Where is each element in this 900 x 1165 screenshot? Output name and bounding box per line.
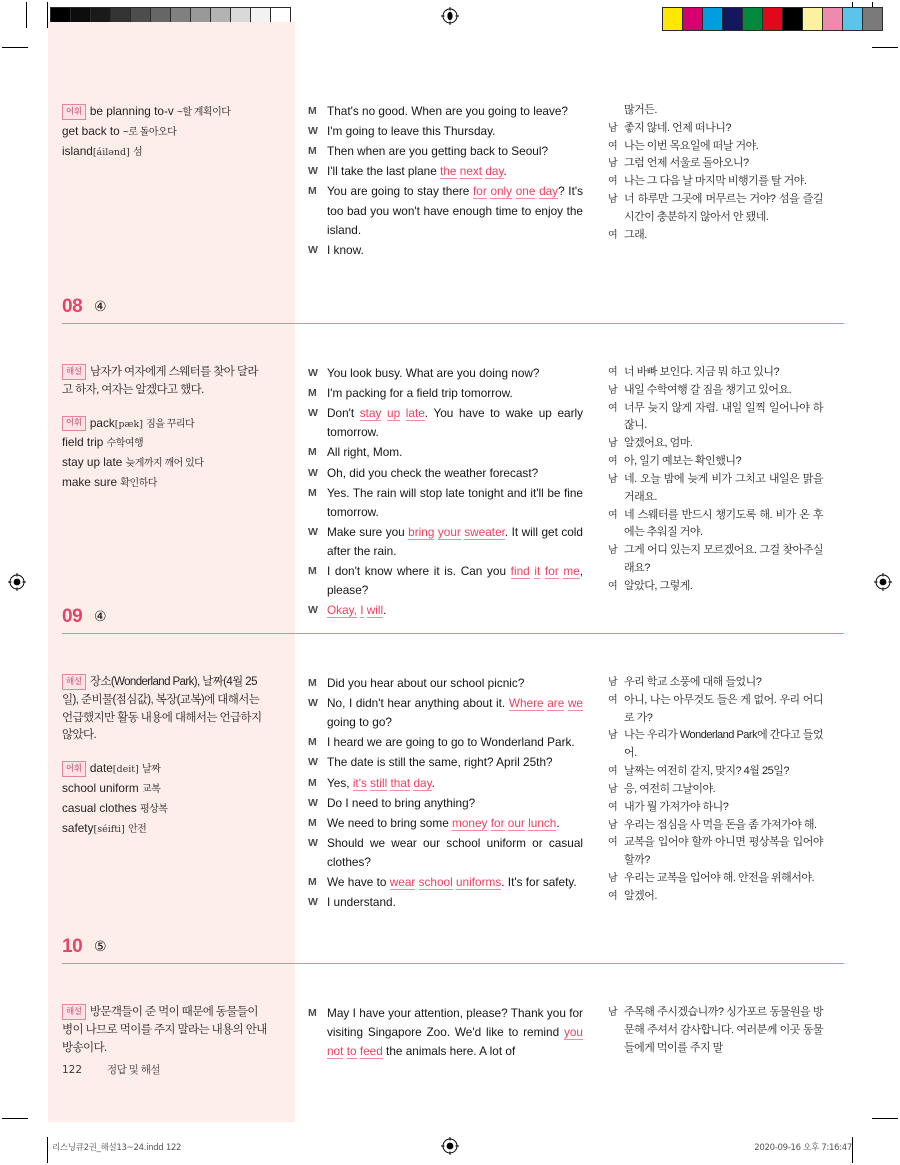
vocabulary-pronunciation: [deit] — [112, 764, 139, 776]
speaker-label: W — [308, 796, 318, 809]
vocabulary-meaning: 수학여행 — [106, 438, 144, 450]
speaker-label: W — [308, 896, 318, 909]
translation-line — [608, 763, 823, 781]
answer-section — [48, 102, 852, 261]
utterance-text: No, I didn't hear anything about it. Where are we going to go? — [327, 696, 583, 730]
color-swatch — [863, 8, 882, 30]
highlighted-answer-phrase: the next day — [440, 164, 504, 179]
translation-text: 너 바빠 보인다. 지금 뭐 하고 있니? — [624, 366, 780, 378]
section-divider-rule — [62, 963, 844, 964]
translation-line — [608, 692, 823, 728]
dialogue-line — [308, 753, 583, 772]
dialogue-line — [308, 733, 583, 752]
explanation-tag: 해설 — [62, 364, 86, 380]
translation-speaker-label: 남 — [608, 438, 618, 450]
utterance-text: I understand. — [327, 895, 396, 910]
translation-speaker-label: 여 — [608, 367, 618, 378]
page-number: 122 — [62, 1064, 83, 1076]
translation-text: 우리는 교복을 입어야 해. 안전을 위해서야. — [624, 871, 815, 884]
translation-speaker-label: 여 — [608, 766, 618, 778]
vocabulary-block — [62, 759, 267, 838]
dialogue-line — [308, 464, 583, 483]
vocabulary-meaning: 섬 — [133, 146, 143, 158]
translation-line — [608, 888, 823, 906]
translation-line — [608, 870, 823, 888]
crop-mark-bottom-right-h — [872, 1118, 898, 1119]
translation-line — [608, 364, 823, 382]
speaker-label: W — [308, 407, 318, 420]
dialogue-line — [308, 774, 583, 793]
vocabulary-pronunciation: [séifti] — [93, 823, 125, 835]
utterance-text: You look busy. What are you doing now? — [327, 366, 540, 380]
translation-line — [608, 781, 823, 799]
translation-text: 우리 학교 소풍에 대해 들었니? — [624, 676, 762, 688]
translation-line — [608, 453, 823, 471]
korean-translation-column — [608, 1004, 823, 1057]
crop-mark-bottom-right-v — [852, 1137, 853, 1163]
vocabulary-pronunciation: [pæk] — [114, 418, 143, 430]
vocabulary-term: pack — [89, 415, 115, 430]
dialogue-line — [308, 562, 583, 600]
answer-section — [48, 606, 852, 910]
translation-text: 좋지 않네. 언제 떠나니? — [624, 121, 731, 134]
vocabulary-pronunciation: [áilənd] — [92, 146, 130, 158]
utterance-text: Yes. The rain will stop late tonight and it'll be fine tomorrow. — [327, 485, 583, 519]
three-column-block — [48, 364, 852, 621]
question-number: 08 — [62, 296, 83, 317]
vocabulary-tag: 어휘 — [62, 416, 86, 432]
translation-text: 네. 오늘 밤에 늦게 비가 그치고 내일은 맑을 거래요. — [624, 472, 823, 503]
translation-text: 우리는 점심을 사 먹을 돈을 좀 가져가야 해. — [624, 818, 817, 831]
translation-text: 아니, 나는 아무것도 들은 게 없어. 우리 어디로 가? — [624, 693, 823, 724]
utterance-text: May I have your attention, please? Thank you for visiting Singapore Zoo. We'd like to remind you not to feed the animals here. A lot of — [327, 1006, 583, 1059]
translation-text: 너 하루만 그곳에 머무르는 거야? 섬을 즐길 시간이 충분하지 않아서 안 됐네. — [624, 193, 823, 223]
speaker-label: W — [308, 466, 318, 479]
translation-speaker-label: 남 — [608, 194, 618, 206]
explanation-tag: 해설 — [62, 674, 86, 690]
dialogue-line — [308, 484, 583, 522]
speaker-label: W — [308, 604, 318, 617]
utterance-text: I know. — [327, 242, 364, 257]
translation-speaker-label: 여 — [608, 890, 618, 902]
speaker-label: M — [308, 145, 317, 158]
translation-speaker-label: 남 — [608, 545, 618, 557]
translation-line — [608, 542, 823, 578]
translation-text: 알겠어요, 엄마. — [624, 437, 693, 450]
highlighted-answer-phrase: it's still that day — [352, 775, 432, 790]
vocabulary-meaning: 평상복 — [139, 803, 168, 815]
translation-line — [608, 435, 823, 453]
speaker-label: W — [308, 125, 318, 138]
utterance-text: Yes, it's still that day. — [327, 775, 435, 790]
translation-line — [608, 138, 823, 156]
dialogue-line — [308, 794, 583, 813]
dialogue-line — [308, 674, 583, 693]
vocabulary-term: casual clothes — [62, 800, 137, 815]
utterance-text: That's no good. When are you going to leave? — [327, 104, 568, 118]
vocabulary-entry — [62, 779, 267, 799]
translation-text: 내가 뭘 가져가야 하니? — [624, 800, 729, 813]
dialogue-line — [308, 814, 583, 833]
crop-mark-top-right-h — [872, 47, 898, 48]
explanation-text: 남자가 여자에게 스웨터를 찾아 달라고 하자, 여자는 알겠다고 했다. — [62, 366, 258, 396]
korean-translation-column — [608, 674, 823, 906]
korean-translation-column — [608, 102, 823, 245]
three-column-block — [48, 674, 852, 913]
utterance-text: The date is still the same, right? April 25th? — [327, 755, 553, 770]
vocabulary-term: make sure — [62, 475, 118, 490]
utterance-text: Then when are you getting back to Seoul? — [327, 144, 549, 159]
utterance-text: I heard we are going to go to Wonderland Park. — [327, 735, 575, 750]
translation-text: 아, 일기 예보는 확인했니? — [624, 455, 742, 468]
translation-speaker-label: 여 — [608, 140, 618, 152]
vocabulary-meaning: 교복 — [141, 784, 161, 796]
highlighted-answer-phrase: wear school uniforms — [389, 875, 502, 890]
utterance-text: All right, Mom. — [327, 445, 403, 460]
translation-line — [608, 155, 823, 173]
translation-speaker-label: 여 — [608, 176, 618, 188]
translation-speaker-label: 여 — [608, 837, 618, 849]
vocabulary-term: island — [62, 143, 93, 158]
vocabulary-entry — [62, 453, 267, 473]
dialogue-line — [308, 241, 583, 260]
translation-speaker-label: 남 — [608, 384, 618, 396]
translation-line — [608, 382, 823, 400]
translation-text: 주목해 주시겠습니까? 싱가포르 동물원을 방문해 주셔서 감사합니다. 여러분께 이곳 동물들에게 먹이를 주지 말 — [624, 1006, 823, 1054]
translation-speaker-label: 남 — [608, 677, 618, 688]
vocabulary-meaning: 날짜 — [141, 764, 161, 776]
question-number: 09 — [62, 606, 83, 627]
translation-speaker-label: 여 — [608, 456, 618, 468]
vocabulary-term: school uniform — [62, 781, 139, 796]
speaker-label: M — [308, 185, 317, 198]
vocabulary-meaning: ~로 돌아오다 — [122, 126, 177, 138]
translation-continuation: 많거든. — [624, 104, 657, 116]
dialogue-line — [308, 122, 583, 141]
translation-speaker-label: 여 — [608, 694, 618, 706]
vocabulary-entry — [62, 759, 267, 779]
explanation-text: 장소(Wonderland Park), 날짜(4월 25일), 준비물(점심값), 복장(교복)에 대해서는 언급했지만 활동 내용에 대해서는 언급하지 않았다. — [62, 676, 262, 742]
print-slug-timestamp: 2020-09-16 오후 7:16:47 — [754, 1143, 852, 1153]
page-footer-title: 정답 및 해설 — [106, 1064, 161, 1076]
vocabulary-tag: 어휘 — [62, 104, 86, 120]
answer-section — [48, 936, 852, 1059]
explanation-block — [62, 674, 267, 745]
translation-line — [608, 727, 823, 763]
utterance-text: Did you hear about our school picnic? — [327, 676, 525, 690]
translation-text: 나는 우리가 Wonderland Park에 간다고 들었어. — [624, 729, 823, 760]
translation-text: 나는 이번 목요일에 떠날 거야. — [624, 139, 759, 152]
section-header — [48, 936, 852, 970]
vocabulary-term: date — [89, 761, 113, 776]
english-script-column — [308, 364, 583, 621]
utterance-text: I'm going to leave this Thursday. — [327, 124, 496, 139]
three-column-block — [48, 102, 852, 261]
vocabulary-term: safety — [62, 820, 94, 835]
translation-line — [608, 817, 823, 835]
section-header — [48, 296, 852, 330]
translation-line — [608, 674, 823, 692]
correct-answer-choice: ⑤ — [94, 939, 107, 955]
english-script-column — [308, 674, 583, 913]
translation-line — [608, 173, 823, 191]
korean-translation-column — [608, 364, 823, 596]
utterance-text: Don't stay up late. You have to wake up early tomorrow. — [327, 406, 584, 440]
translation-text: 알겠어. — [624, 889, 657, 902]
translation-speaker-label: 남 — [608, 819, 618, 831]
dialogue-line — [308, 834, 583, 872]
vocabulary-block — [62, 414, 267, 493]
section-header — [48, 606, 852, 640]
translation-line — [608, 578, 823, 596]
dialogue-line — [308, 182, 583, 239]
translation-text: 그래. — [624, 228, 647, 241]
highlighted-answer-phrase: money for our lunch — [452, 815, 557, 830]
correct-answer-choice: ④ — [94, 609, 107, 625]
vocabulary-entry — [62, 122, 267, 142]
dialogue-line — [308, 893, 583, 912]
speaker-label: W — [308, 756, 318, 769]
translation-text: 나는 그 다음 날 마지막 비행기를 탈 거야. — [624, 175, 807, 188]
dialogue-line — [308, 873, 583, 892]
utterance-text: Should we wear our school uniform or casual clothes? — [327, 835, 583, 869]
utterance-text: Okay, I will. — [327, 603, 387, 618]
speaker-label: M — [308, 1007, 317, 1019]
annotation-column — [62, 1004, 267, 1061]
workbook-page — [48, 22, 852, 1122]
vocabulary-block — [62, 102, 267, 161]
highlighted-answer-phrase: stay up late — [359, 406, 425, 421]
three-column-block — [48, 1004, 852, 1062]
question-number: 10 — [62, 936, 83, 957]
vocabulary-term: stay up late — [62, 455, 123, 470]
highlighted-answer-phrase: Okay, I will — [327, 603, 384, 618]
vocabulary-meaning: 늦게까지 깨어 있다 — [125, 458, 204, 470]
utterance-text: We need to bring some money for our lunch. — [327, 815, 560, 830]
explanation-block — [62, 364, 267, 400]
dialogue-line — [308, 1004, 583, 1061]
translation-text: 그게 어디 있는지 모르겠어요. 그걸 찾아주실래요? — [624, 544, 823, 574]
correct-answer-choice: ④ — [94, 299, 107, 315]
utterance-text: You are going to stay there for only one day? It's too bad you won't have enough time to enjoy the island. — [327, 184, 583, 237]
dialogue-line — [308, 694, 583, 732]
section-divider-rule — [62, 633, 844, 634]
translation-text: 내일 수학여행 갈 짐을 챙기고 있어요. — [624, 383, 792, 396]
translation-speaker-label: 여 — [608, 580, 618, 592]
translation-text: 응, 여전히 그날이야. — [624, 782, 716, 795]
utterance-text: Make sure you bring your sweater. It will get cold after the rain. — [327, 524, 583, 558]
dialogue-line — [308, 162, 583, 181]
translation-text: 그럼 언제 서울로 돌아오니? — [624, 157, 749, 170]
translation-speaker-label: 여 — [608, 801, 618, 813]
translation-line — [608, 191, 823, 227]
speaker-label: M — [308, 677, 317, 689]
vocabulary-term: get back to — [62, 123, 120, 138]
dialogue-line — [308, 384, 583, 403]
speaker-label: W — [308, 836, 318, 849]
section-divider-rule — [62, 323, 844, 324]
crop-mark-top-left-v2 — [26, 2, 27, 28]
translation-line — [608, 507, 823, 543]
translation-text: 네 스웨터를 반드시 챙기도록 해. 비가 온 후에는 추워질 거야. — [624, 508, 823, 539]
speaker-label: M — [308, 736, 317, 749]
translation-speaker-label: 여 — [608, 229, 618, 241]
highlighted-answer-phrase: bring your sweater — [408, 524, 505, 539]
utterance-text: Oh, did you check the weather forecast? — [327, 465, 539, 480]
crop-mark-bottom-left-h — [2, 1118, 28, 1119]
highlighted-answer-phrase: for only one day — [473, 184, 559, 199]
page-footer — [62, 1062, 160, 1077]
utterance-text: We have to wear school uniforms. It's for safety. — [327, 875, 577, 890]
dialogue-line — [308, 404, 583, 442]
translation-line — [608, 227, 823, 245]
vocabulary-entry — [62, 473, 267, 493]
speaker-label: M — [308, 816, 317, 829]
speaker-label: M — [308, 446, 317, 459]
highlighted-answer-phrase: find it for me — [510, 564, 580, 579]
annotation-column — [62, 674, 267, 839]
vocabulary-tag: 어휘 — [62, 761, 86, 777]
translation-line — [608, 400, 823, 436]
print-slug-filename: 리스닝큐2권_해설13~24.indd 122 — [52, 1143, 182, 1153]
explanation-tag: 해설 — [62, 1004, 86, 1020]
translation-speaker-label: 남 — [608, 122, 618, 134]
vocabulary-entry — [62, 414, 267, 434]
translation-speaker-label: 남 — [608, 783, 618, 795]
vocabulary-term: be planning to-v — [89, 104, 174, 118]
utterance-text: Do I need to bring anything? — [327, 795, 476, 810]
dialogue-line — [308, 364, 583, 383]
translation-speaker-label: 여 — [608, 402, 618, 414]
translation-speaker-label: 남 — [608, 1007, 618, 1018]
translation-speaker-label: 남 — [608, 158, 618, 170]
speaker-label: W — [308, 367, 318, 379]
vocabulary-entry — [62, 799, 267, 819]
translation-line — [608, 471, 823, 507]
registration-mark-left — [8, 573, 26, 591]
speaker-label: W — [308, 525, 318, 538]
dialogue-line — [308, 523, 583, 561]
speaker-label: M — [308, 565, 317, 578]
vocabulary-meaning: ~할 계획이다 — [176, 107, 231, 118]
explanation-text: 방문객들이 준 먹이 때문에 동물들이 병이 나므로 먹이를 주지 말라는 내용의 안내 방송이다. — [62, 1006, 267, 1054]
speaker-label: M — [308, 387, 317, 400]
speaker-label: W — [308, 165, 318, 178]
translation-text: 알았다, 그렇게. — [624, 579, 693, 592]
annotation-column — [62, 364, 267, 493]
translation-speaker-label: 남 — [608, 872, 618, 884]
translation-text: 교복을 입어야 할까 아니면 평상복을 입어야 할까? — [624, 836, 823, 867]
translation-line — [608, 1004, 823, 1057]
translation-line — [608, 834, 823, 870]
dialogue-line — [308, 142, 583, 161]
utterance-text: I don't know where it is. Can you find it for me, please? — [327, 564, 584, 598]
speaker-label: M — [308, 486, 317, 499]
speaker-label: M — [308, 876, 317, 889]
vocabulary-meaning: 짐을 꾸리다 — [146, 418, 195, 430]
translation-speaker-label: 남 — [608, 473, 618, 485]
speaker-label: M — [308, 105, 317, 117]
translation-line — [608, 799, 823, 817]
translation-line — [608, 120, 823, 138]
english-script-column — [308, 1004, 583, 1062]
vocabulary-entry — [62, 433, 267, 453]
highlighted-answer-phrase: Where are we — [508, 696, 583, 711]
dialogue-line — [308, 102, 583, 121]
vocabulary-entry — [62, 819, 267, 839]
vocabulary-entry — [62, 102, 267, 122]
vocabulary-term: field trip — [62, 435, 104, 450]
speaker-label: W — [308, 243, 318, 256]
speaker-label: W — [308, 697, 318, 710]
translation-speaker-label: 여 — [608, 509, 618, 521]
vocabulary-entry — [62, 142, 267, 162]
translation-text: 너무 늦지 않게 자렴. 내일 일찍 일어나야 하잖니. — [624, 401, 823, 432]
speaker-label: M — [308, 776, 317, 789]
utterance-text: I'll take the last plane the next day. — [327, 164, 507, 179]
utterance-text: I'm packing for a field trip tomorrow. — [327, 386, 513, 401]
translation-text: 날짜는 여전히 같지, 맞지? 4월 25일? — [624, 765, 789, 778]
registration-mark-right — [874, 573, 892, 591]
registration-mark-bottom — [441, 1137, 459, 1155]
translation-speaker-label: 남 — [608, 730, 618, 742]
crop-mark-top-left-h — [2, 47, 28, 48]
english-script-column — [308, 102, 583, 261]
vocabulary-meaning: 안전 — [128, 823, 147, 835]
dialogue-line — [308, 443, 583, 462]
crop-mark-bottom-left-v — [47, 1137, 48, 1163]
explanation-block — [62, 1004, 267, 1057]
annotation-column — [62, 102, 267, 161]
highlighted-answer-phrase: you not to feed — [327, 1025, 583, 1059]
vocabulary-meaning: 확인하다 — [120, 478, 157, 490]
